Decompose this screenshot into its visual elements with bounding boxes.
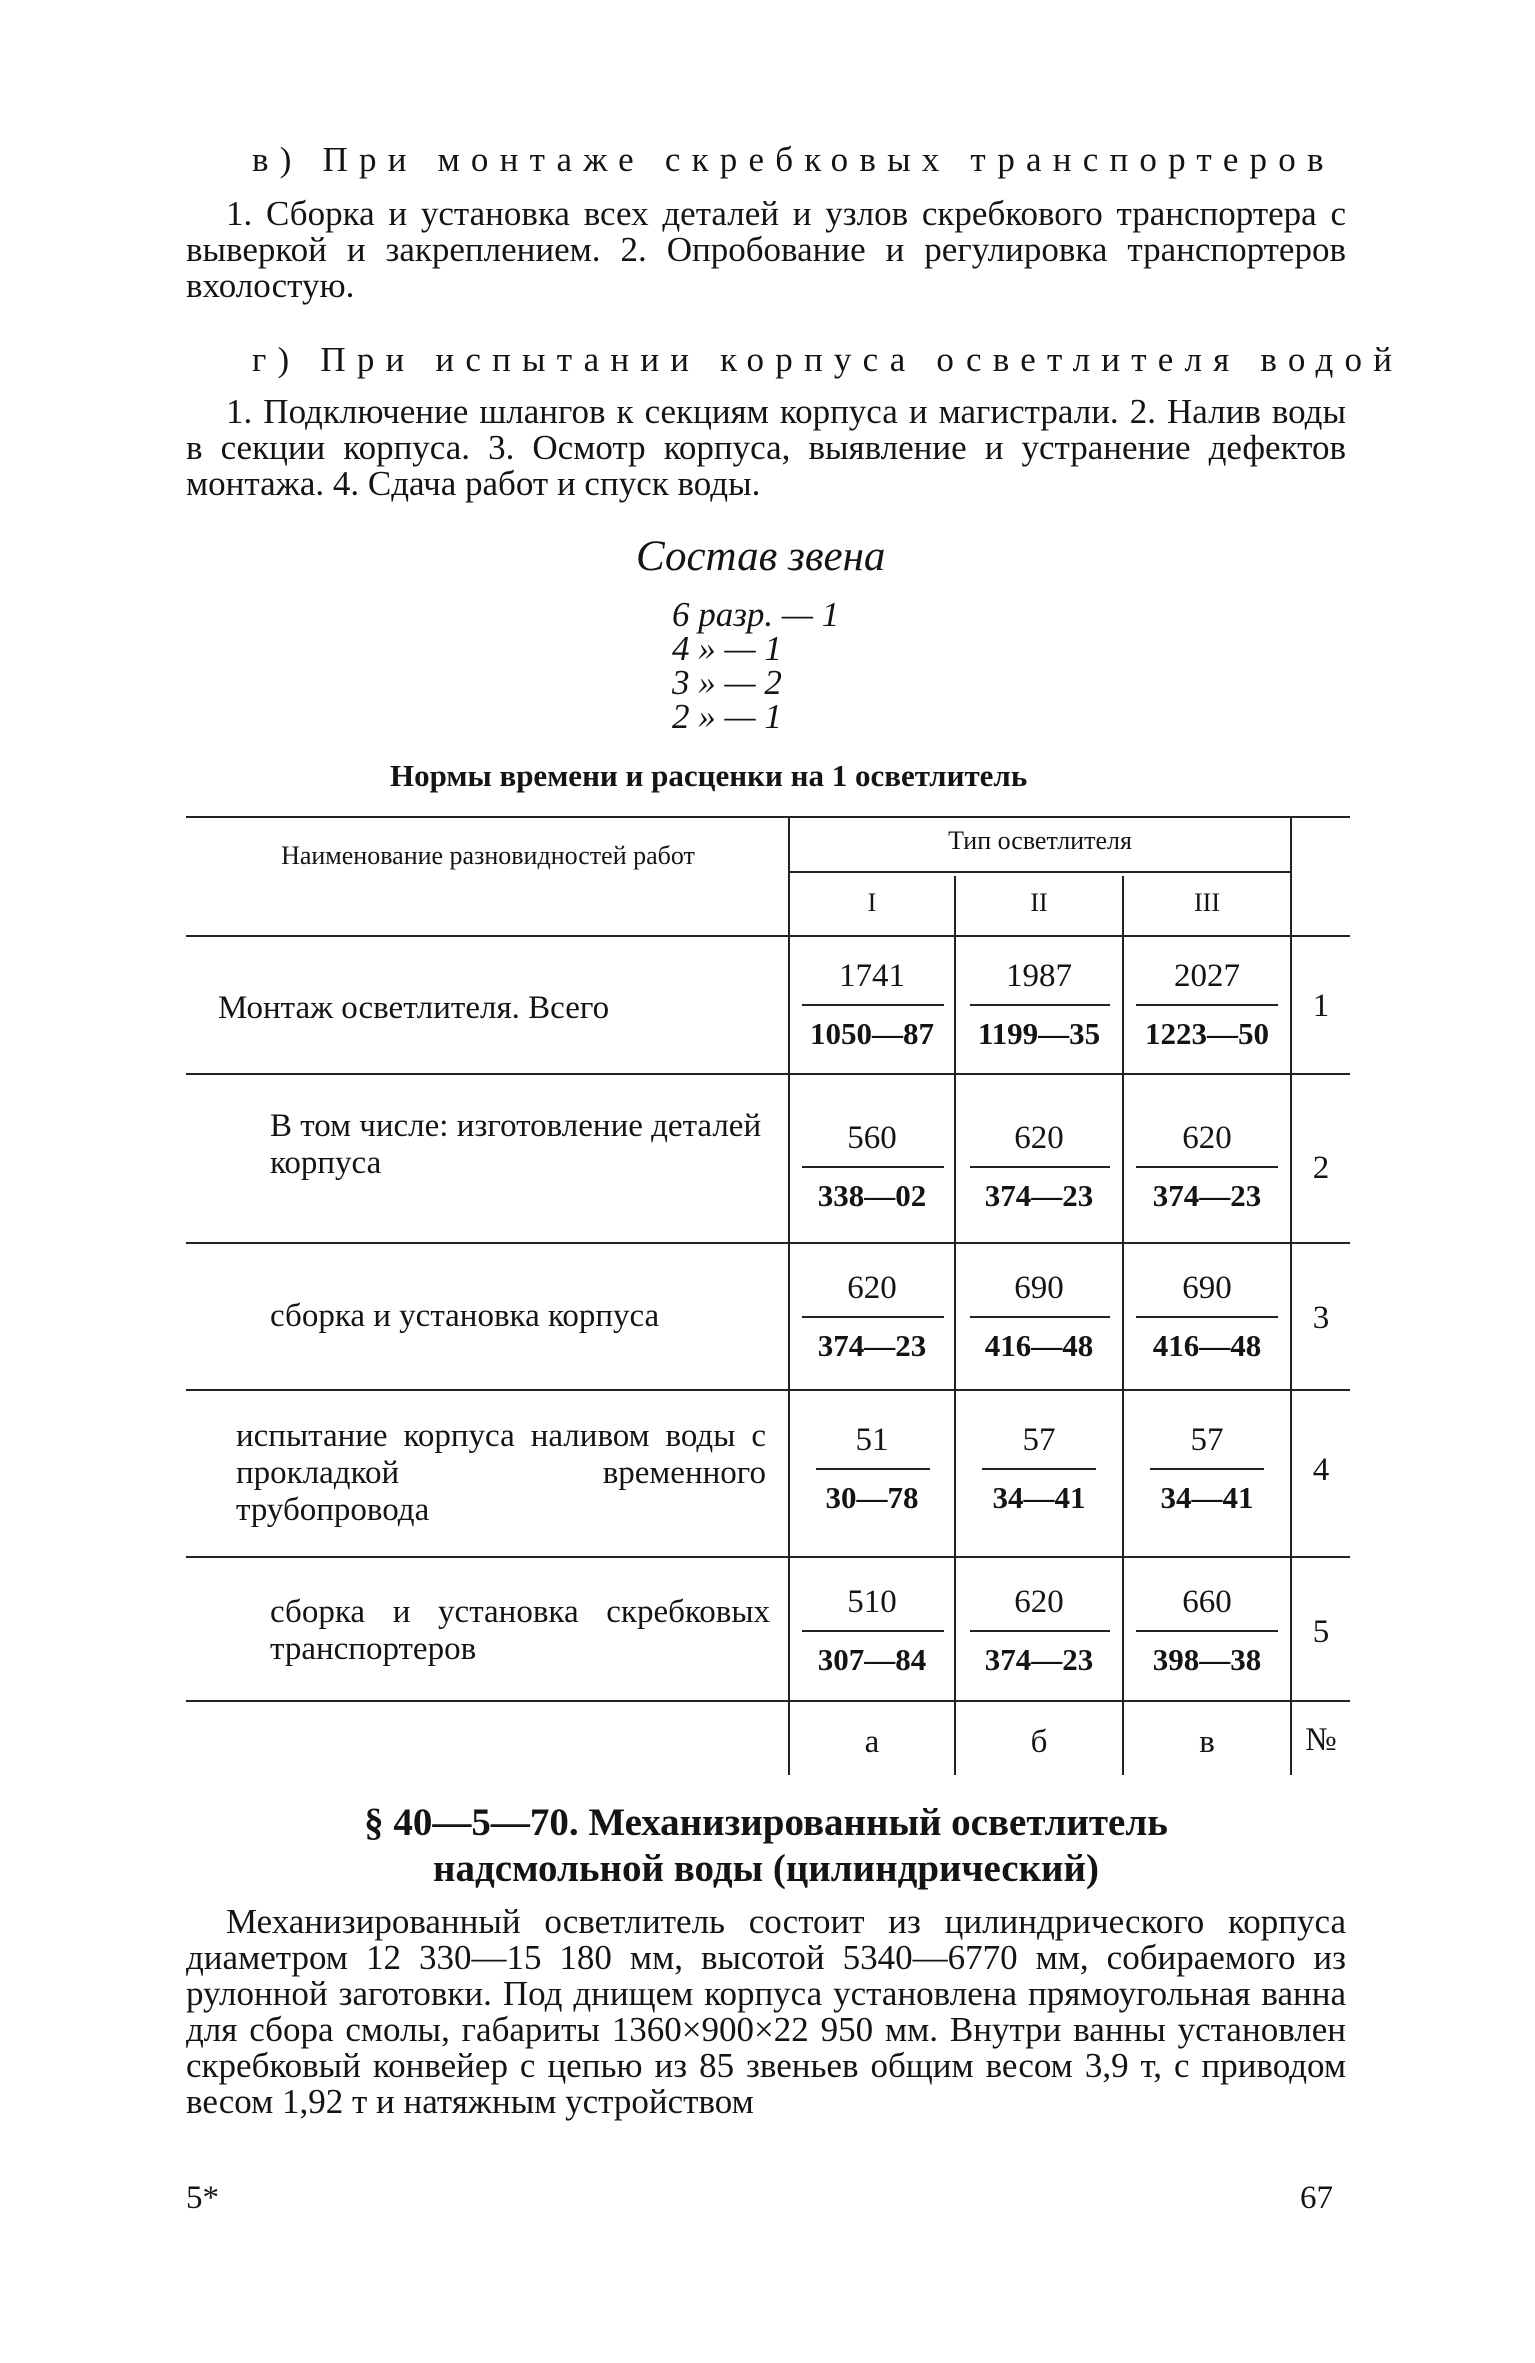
fraction-rule [970,1630,1110,1632]
time-norm: 620 [1014,1120,1064,1156]
crew-line: 3 » — 2 [672,663,782,702]
fraction-rule [802,1166,944,1168]
row-label: сборка и установка скребковых транспортеров [270,1594,770,1667]
rate: 1199—35 [977,1016,1101,1051]
row-number: 5 [1312,1614,1330,1650]
norms-table [186,812,1350,1782]
rate: 1050—87 [810,1016,934,1051]
time-norm: 2027 [1174,958,1240,994]
fraction-rule [802,1630,944,1632]
rate: 416—48 [984,1328,1094,1363]
time-norm: 690 [1014,1270,1064,1306]
time-norm: 1741 [839,958,905,994]
row-number: 1 [1312,988,1330,1024]
section-title-line: надсмольной воды (цилиндрический) [433,1847,1099,1890]
fraction-rule [970,1316,1110,1318]
fraction-rule [802,1004,944,1006]
time-norm: 690 [1182,1270,1232,1306]
row-label-text: В том числе: изготовление деталей корпуса [270,1108,762,1181]
type-subheader-rule [788,871,1290,873]
number-sign: № [1305,1722,1337,1758]
fraction-rule [802,1316,944,1318]
row-rule [186,1242,1350,1244]
type-col-1: I [867,888,877,917]
fraction-rule [1150,1468,1264,1470]
signature-mark: 5* [186,2180,219,2216]
page-number: 67 [1300,2180,1333,2216]
rate: 374—23 [984,1642,1094,1677]
rate: 338—02 [817,1178,927,1213]
row-label: сборка и установка корпуса [270,1298,660,1334]
rate: 416—48 [1152,1328,1262,1363]
header-bottom-rule [186,935,1350,937]
type-col-3: III [1194,888,1220,917]
time-norm: 560 [847,1120,897,1156]
table-top-rule [186,816,1350,818]
row-label: Монтаж осветлителя. Всего [218,990,610,1026]
time-norm: 1987 [1006,958,1072,994]
fraction-rule [970,1166,1110,1168]
crew-line: 4 » — 1 [672,629,782,668]
section-title [186,1800,1346,1892]
row-label [270,1108,770,1182]
fraction-rule [1136,1004,1278,1006]
rate: 307—84 [817,1642,927,1677]
section-v-text: 1. Сборка и установка всех деталей и узлов скребкового транспортера с выверкой и закреплением. 2. Опробование и регулировка транспортеров вхолостую. [186,194,1346,305]
fraction-rule [970,1004,1110,1006]
column-letter: б [1030,1724,1048,1760]
type-col-2: II [1030,888,1048,917]
column-letter: а [864,1724,880,1760]
row-rule [186,1389,1350,1391]
section-v-heading: в) При монтаже скребковых транспортеров [252,140,1335,179]
time-norm: 660 [1182,1584,1232,1620]
fraction-rule [1136,1316,1278,1318]
row-rule [186,1073,1350,1075]
row-number: 3 [1312,1300,1330,1336]
row-rule [186,1556,1350,1558]
time-norm: 51 [855,1422,889,1458]
crew-title: Состав звена [636,533,886,580]
time-norm: 510 [847,1584,897,1620]
row-label: испытание корпуса наливом воды с прокладкой временного трубопровода [236,1418,766,1528]
rate: 34—41 [992,1480,1086,1515]
crew-list [672,595,840,736]
rate: 1223—50 [1145,1016,1269,1051]
row-rule [186,1700,1350,1702]
body-paragraph: Механизированный осветлитель состоит из цилиндрического корпуса диаметром 12 330—15 180 мм, высотой 5340—6770 мм, собираемого из рулонной заготовки. Под днищем корпуса установлена прямоугольная ванна для сбора смолы, габариты 1360×900×22 950 мм. Внутри ванны установлен скребковый конвейер с цепью из 85 звеньев общим весом 3,9 т, с приводом весом 1,92 т и натяжным устройством [186,1902,1346,2121]
section-g-text: 1. Подключение шлангов к секциям корпуса и магистрали. 2. Налив воды в секции корпуса. 3. Осмотр корпуса, выявление и устранение дефектов монтажа. 4. Сдача работ и спуск воды. [186,392,1346,503]
rate: 374—23 [984,1178,1094,1213]
time-norm: 57 [1190,1422,1224,1458]
row-number: 4 [1312,1452,1330,1488]
header-name: Наименование разновидностей работ [281,841,695,870]
fraction-rule [982,1468,1096,1470]
rate: 34—41 [1160,1480,1254,1515]
table-caption: Нормы времени и расценки на 1 осветлитель [390,758,1028,793]
fraction-rule [816,1468,930,1470]
time-norm: 620 [1182,1120,1232,1156]
rate: 30—78 [825,1480,919,1515]
time-norm: 57 [1022,1422,1056,1458]
section-g-heading: г) При испытании корпуса осветлителя водой [252,340,1404,379]
fraction-rule [1136,1630,1278,1632]
rate: 374—23 [817,1328,927,1363]
col-rule [1122,876,1124,1775]
crew-line: 2 » — 1 [672,697,782,736]
section-title-line: § 40—5—70. Механизированный осветлитель [364,1801,1168,1844]
header-type: Тип осветлителя [948,826,1132,855]
col-rule [954,876,956,1775]
time-norm: 620 [1014,1584,1064,1620]
crew-line: 6 разр. — 1 [672,595,840,634]
row-number: 2 [1312,1150,1330,1186]
rate: 374—23 [1152,1178,1262,1213]
fraction-rule [1136,1166,1278,1168]
time-norm: 620 [847,1270,897,1306]
rate: 398—38 [1152,1642,1262,1677]
column-letter: в [1199,1724,1215,1760]
